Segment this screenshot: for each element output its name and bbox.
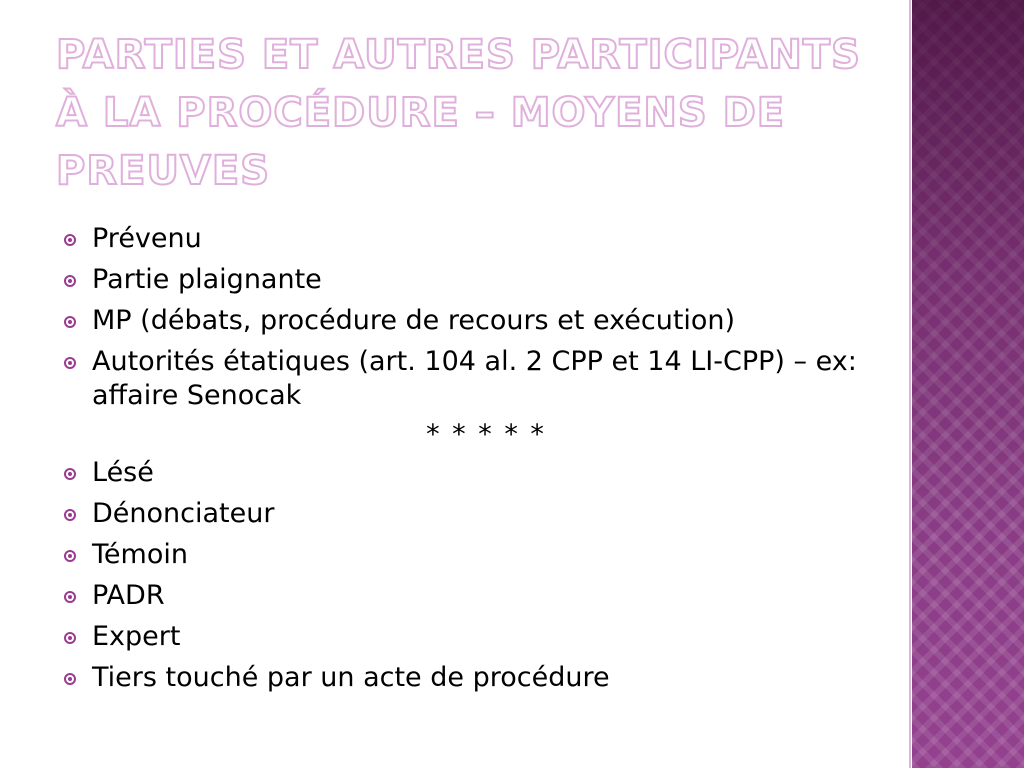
- bullet-item-expert: [60, 620, 880, 654]
- bullet-text: PADR: [92, 580, 165, 611]
- bullet-item-lese: [60, 456, 880, 490]
- circle-dot-bullet-icon: [64, 468, 76, 480]
- circle-dot-bullet-icon: [64, 632, 76, 644]
- slide-title: PARTIES ET AUTRES PARTICIPANTS À LA PROCÉDURE – MOYENS DE PREUVES: [56, 32, 861, 194]
- bullet-item-padr: [60, 579, 880, 613]
- bullet-item-temoin: [60, 538, 880, 572]
- bullet-item-denonciateur: [60, 497, 880, 531]
- bullet-text: Témoin: [92, 539, 188, 570]
- side-band-decoration: [912, 0, 1024, 768]
- bullet-item-autorites-etatiques: [60, 345, 880, 413]
- circle-dot-bullet-icon: [64, 509, 76, 521]
- circle-dot-bullet-icon: [64, 550, 76, 562]
- circle-dot-bullet-icon: [64, 316, 76, 328]
- bullet-text: Prévenu: [92, 223, 202, 254]
- bullet-item-tiers-touche: [60, 661, 880, 695]
- side-band-divider: [909, 0, 911, 768]
- bullet-item-mp: [60, 304, 880, 338]
- bullet-text: Autorités étatiques (art. 104 al. 2 CPP et 14 LI-CPP) – ex: affaire Senocak: [92, 346, 857, 411]
- bullet-list-group-2: [60, 456, 880, 695]
- bullet-item-partie-plaignante: [60, 263, 880, 297]
- section-separator: * * * * *: [426, 419, 546, 450]
- bullet-text: Partie plaignante: [92, 264, 322, 295]
- bullet-item-prevenu: [60, 222, 880, 256]
- circle-dot-bullet-icon: [64, 275, 76, 287]
- circle-dot-bullet-icon: [64, 234, 76, 246]
- bullet-text: Expert: [92, 621, 181, 652]
- circle-dot-bullet-icon: [64, 673, 76, 685]
- bullet-text: Lésé: [92, 457, 154, 488]
- circle-dot-bullet-icon: [64, 357, 76, 369]
- bullet-text: Dénonciateur: [92, 498, 275, 529]
- bullet-list-group-1: [60, 222, 880, 413]
- circle-dot-bullet-icon: [64, 591, 76, 603]
- slide-content: [60, 222, 880, 702]
- bullet-text: MP (débats, procédure de recours et exécution): [92, 305, 736, 336]
- bullet-text: Tiers touché par un acte de procédure: [92, 662, 610, 693]
